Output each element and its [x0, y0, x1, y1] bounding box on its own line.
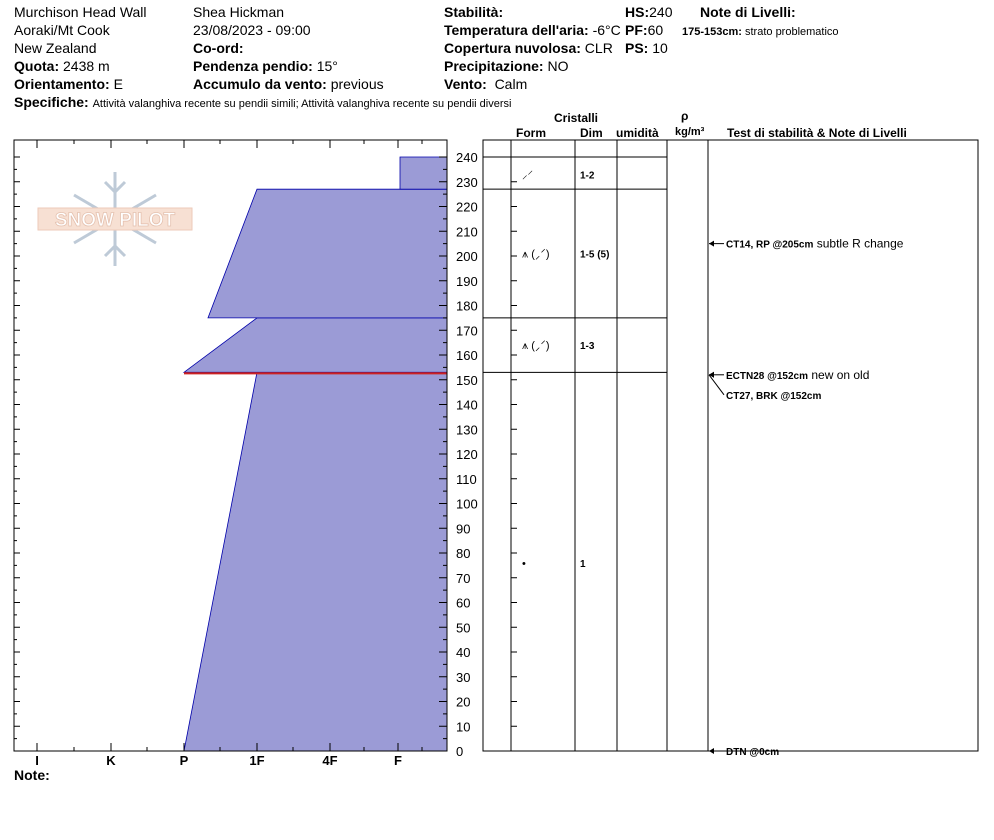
y-tick-label: 190: [456, 273, 478, 289]
stability-test: [726, 368, 869, 382]
stability-test-label: DTN @0cm: [726, 747, 780, 758]
region: Aoraki/Mt Cook: [14, 22, 110, 38]
form-heading: Form: [516, 126, 546, 140]
wind-label: Vento:: [444, 76, 487, 92]
specifics-label: Specifiche:: [14, 94, 89, 110]
y-tick-label: 10: [456, 719, 471, 735]
precip-label: Precipitazione:: [444, 58, 544, 74]
test-arrow-icon: [709, 748, 714, 754]
observer: Shea Hickman: [193, 4, 285, 20]
elevation-label: Quota:: [14, 58, 60, 74]
stability-test-note: subtle R change: [813, 236, 904, 251]
layer-notes-label: Note di Livelli:: [700, 4, 796, 20]
moisture-heading: umidità: [616, 126, 659, 140]
air-temp-value: -6°C: [592, 22, 621, 38]
logo-text: SNOW PILOT: [54, 210, 176, 231]
x-tick-label: K: [106, 753, 116, 768]
y-tick-label: 20: [456, 694, 471, 710]
y-tick-label: 160: [456, 348, 478, 363]
size-heading: Dim: [580, 126, 603, 140]
stability-label: Stabilità:: [444, 4, 504, 20]
country: New Zealand: [14, 40, 97, 56]
y-tick-label: 200: [456, 249, 478, 264]
crystals-heading: Cristalli: [554, 111, 599, 125]
y-tick-label: 240: [456, 150, 478, 165]
y-tick-label: 50: [456, 620, 471, 636]
tests-heading: Test di stabilità & Note di Livelli: [727, 126, 907, 140]
density-unit-heading: kg/m³: [675, 126, 705, 138]
stability-test-label: CT27, BRK @152cm: [726, 390, 822, 402]
hardness-layer: [400, 157, 447, 189]
y-tick-label: 100: [456, 496, 478, 512]
y-tick-label: 210: [456, 224, 478, 240]
test-pointer: [709, 375, 724, 395]
y-tick-label: 180: [456, 298, 478, 314]
x-tick-label: 1F: [249, 753, 265, 768]
y-tick-label: 60: [456, 595, 471, 611]
hs-value: 240: [649, 4, 673, 20]
hardness-layer: [184, 372, 447, 751]
slope-value: 15°: [316, 58, 338, 74]
x-tick-label: P: [179, 753, 189, 768]
elevation-value: 2438 m: [63, 58, 110, 74]
y-tick-label: 70: [456, 570, 471, 586]
y-tick-label: 110: [456, 471, 477, 487]
precip-value: NO: [547, 58, 569, 74]
wind-value: Calm: [494, 76, 528, 92]
test-arrow-icon: [709, 372, 714, 378]
stability-test: [726, 237, 904, 251]
layer-table-frame: [483, 140, 978, 751]
sky-value: CLR: [584, 40, 613, 56]
y-tick-label: 220: [456, 199, 478, 215]
wind-loading-value: previous: [330, 76, 384, 92]
location: Murchison Head Wall: [14, 4, 147, 20]
stability-test: [726, 391, 821, 402]
snowpilot-logo: [38, 172, 192, 266]
note-label: Note:: [14, 767, 50, 783]
x-tick-label: F: [394, 753, 402, 768]
x-tick-label: 4F: [322, 753, 338, 768]
y-tick-label: 120: [456, 447, 478, 462]
stability-test: [726, 747, 779, 758]
y-tick-label: 130: [456, 422, 478, 438]
y-tick-label: 230: [456, 174, 478, 190]
grain-form: •: [522, 557, 526, 570]
grain-size: 1-5 (5): [580, 249, 610, 261]
hardness-layer: [208, 189, 447, 318]
aspect-value: E: [113, 76, 123, 92]
pf-value: 60: [647, 22, 664, 38]
aspect-label: Orientamento:: [14, 76, 110, 92]
ps-value: 10: [652, 40, 668, 56]
y-tick-label: 40: [456, 645, 471, 660]
y-tick-label: 80: [456, 546, 471, 561]
wind-loading-label: Accumulo da vento:: [193, 76, 327, 92]
y-tick-label: 0: [456, 744, 464, 759]
hs-label: HS:: [625, 4, 650, 20]
specifics-value: Attività valanghiva recente su pendii simili; Attività valanghiva recente su pendii diversi: [92, 98, 512, 110]
layer-note-range: 175-153cm:: [682, 26, 742, 38]
hardness-layer: [184, 318, 447, 372]
coord-label: Co-ord:: [193, 40, 244, 56]
y-tick-label: 90: [456, 521, 471, 537]
air-temp-label: Temperatura dell'aria:: [444, 22, 589, 38]
grain-form: ⩚ (⸝⸍): [522, 340, 550, 353]
y-tick-label: 170: [456, 323, 478, 339]
grain-form: ⩚ (⸝⸍): [522, 248, 550, 261]
datetime: 23/08/2023 - 09:00: [193, 22, 311, 38]
grain-form: ⸝⸍: [522, 169, 533, 182]
x-tick-label: I: [35, 753, 39, 768]
test-arrow-icon: [709, 241, 714, 247]
rho-heading: ρ: [681, 109, 689, 123]
ps-label: PS:: [625, 40, 649, 56]
grain-size: 1-2: [580, 170, 595, 182]
y-tick-label: 140: [456, 397, 478, 413]
layer-note-text: strato problematico: [745, 26, 839, 38]
grain-size: 1-3: [580, 341, 595, 353]
stability-test-label: ECTN28 @152cm: [726, 370, 809, 382]
grain-size: 1: [580, 558, 586, 570]
stability-test-note: new on old: [808, 367, 870, 382]
slope-label: Pendenza pendio:: [193, 58, 313, 74]
pf-label: PF:: [625, 22, 648, 38]
stability-test-label: CT14, RP @205cm: [726, 239, 814, 251]
y-tick-label: 150: [456, 372, 478, 388]
sky-label: Copertura nuvolosa:: [444, 40, 581, 56]
y-tick-label: 30: [456, 669, 471, 685]
